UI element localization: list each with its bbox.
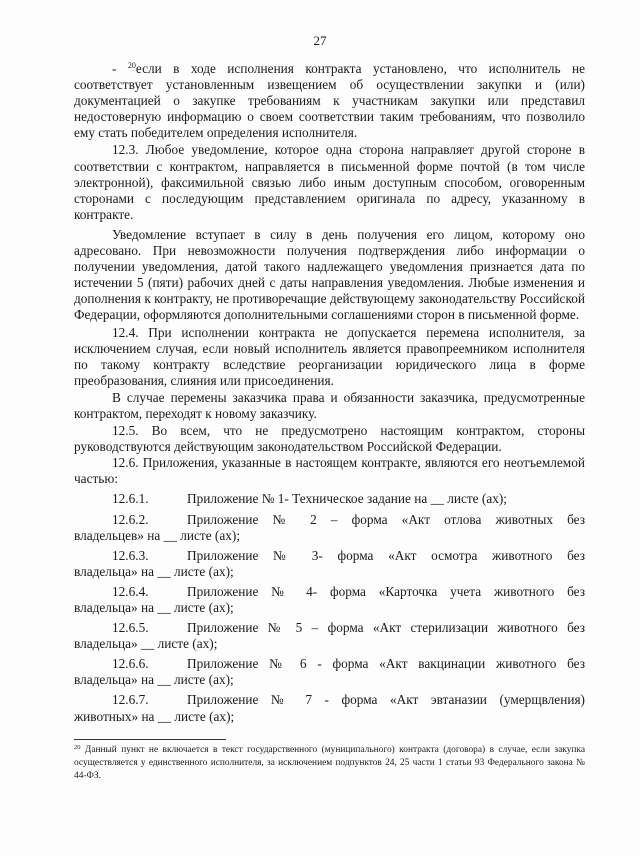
appendix-text-continued: животных» на __ листе (ах); xyxy=(74,708,235,724)
appendix-number: 12.6.5. xyxy=(112,620,149,636)
appendix-number: 12.6.3. xyxy=(112,547,149,563)
paragraph-text: если в ходе исполнения контракта установлено, что исполнитель не соответствует установленным извещением об осуществлении закупки и (или) документацией о закупке требованиям к участникам закупки или представил недостоверную информацию о своем соответствии таким требованиям, что позволило ему стать победителем определения исполнителя. xyxy=(74,61,585,141)
appendix-item xyxy=(74,512,585,544)
appendix-text: Приложение № 4- форма «Карточка учета животного без xyxy=(187,583,585,599)
page-number: 27 xyxy=(313,33,327,48)
appendix-item xyxy=(74,548,585,580)
paragraph-termination-condition xyxy=(74,61,585,141)
paragraph-12-4: 12.4. При исполнении контракта не допускается перемена исполнителя, за исключением случая, если новый исполнитель является правопреемником исполнителя по такому контракту вследствие реорганизации юридического лица в форме преобразования, слияния или присоединения. xyxy=(74,324,585,388)
appendix-number: 12.6.4. xyxy=(112,583,149,599)
appendix-item xyxy=(74,584,585,616)
appendix-text: Приложение № 1- Техническое задание на __ листе (ах); xyxy=(187,491,508,507)
paragraph-12-6: 12.6. Приложения, указанные в настоящем контракте, являются его неотъемлемой частью: xyxy=(74,455,585,487)
appendix-item xyxy=(74,620,585,652)
paragraph-12-3: 12.3. Любое уведомление, которое одна сторона направляет другой стороне в соответствии с контрактом, направляется в письменной форме почтой (в том числе электронной), факсимильной связью либо иным доступным способом, оговоренным сторонами с последующим представлением оригинала по адресу, указанному в контракте. xyxy=(74,142,585,222)
footnote-separator xyxy=(74,739,226,740)
paragraph-customer-change: В случае перемены заказчика права и обязанности заказчика, предусмотренные контрактом, переходят к новому заказчику. xyxy=(74,389,585,421)
appendix-text-continued: владельца» на __ листе (ах); xyxy=(74,672,234,688)
appendix-text: Приложение № 3- форма «Акт осмотра животного без xyxy=(187,547,585,563)
appendix-text: Приложение № 5 – форма «Акт стерилизации животного без xyxy=(187,620,585,636)
paragraph-notice-effect: Уведомление вступает в силу в день получения его лицом, которому оно адресовано. При невозможности получения подтверждения либо информации о получении уведомления, датой такого надлежащего уведомления признается дата по истечении 5 (пяти) рабочих дней с даты направления уведомления. Любые изменения и дополнения к контракту, не противоречащие действующему законодательству Российской Федерации, оформляются дополнительными соглашениями сторон в письменной форме. xyxy=(74,226,585,323)
appendix-item xyxy=(74,491,585,507)
appendix-text-continued: владельца» на __ листе (ах); xyxy=(74,563,234,579)
appendix-text-continued: владельца» __ листе (ах); xyxy=(74,636,218,652)
footnote-marker: 20 xyxy=(74,744,81,751)
appendix-item xyxy=(74,656,585,688)
list-dash: - xyxy=(112,61,128,76)
appendix-item xyxy=(74,692,585,724)
footnote-reference[interactable]: 20 xyxy=(127,61,136,70)
appendix-number: 12.6.7. xyxy=(112,692,149,708)
appendix-number: 12.6.1. xyxy=(112,491,149,507)
appendix-text: Приложение № 6 - форма «Акт вакцинации животного без xyxy=(187,656,585,672)
footnote xyxy=(74,744,585,783)
appendix-text: Приложение № 2 – форма «Акт отлова животных без xyxy=(187,511,585,527)
paragraph-12-5: 12.5. Во всем, что не предусмотрено настоящим контрактом, стороны руководствуются действующим законодательством Российской Федерации. xyxy=(74,423,585,455)
appendix-text-continued: владельцев» на __ листе (ах); xyxy=(74,527,241,543)
appendix-number: 12.6.6. xyxy=(112,656,149,672)
appendix-list xyxy=(74,491,585,724)
contract-body xyxy=(74,61,585,725)
footnote-text: Данный пункт не включается в текст государственного (муниципального) контракта (договора) в случае, если закупка осуществляется у единственного исполнителя, за исключением подпунктов 24, 25 части 1 статьи 93 Федерального закона № 44-ФЗ. xyxy=(74,745,585,781)
appendix-number: 12.6.2. xyxy=(112,511,149,527)
appendix-text: Приложение № 7 - форма «Акт эвтаназии (умерщвления) xyxy=(187,692,585,708)
appendix-text-continued: владельца» на __ листе (ах); xyxy=(74,600,234,615)
